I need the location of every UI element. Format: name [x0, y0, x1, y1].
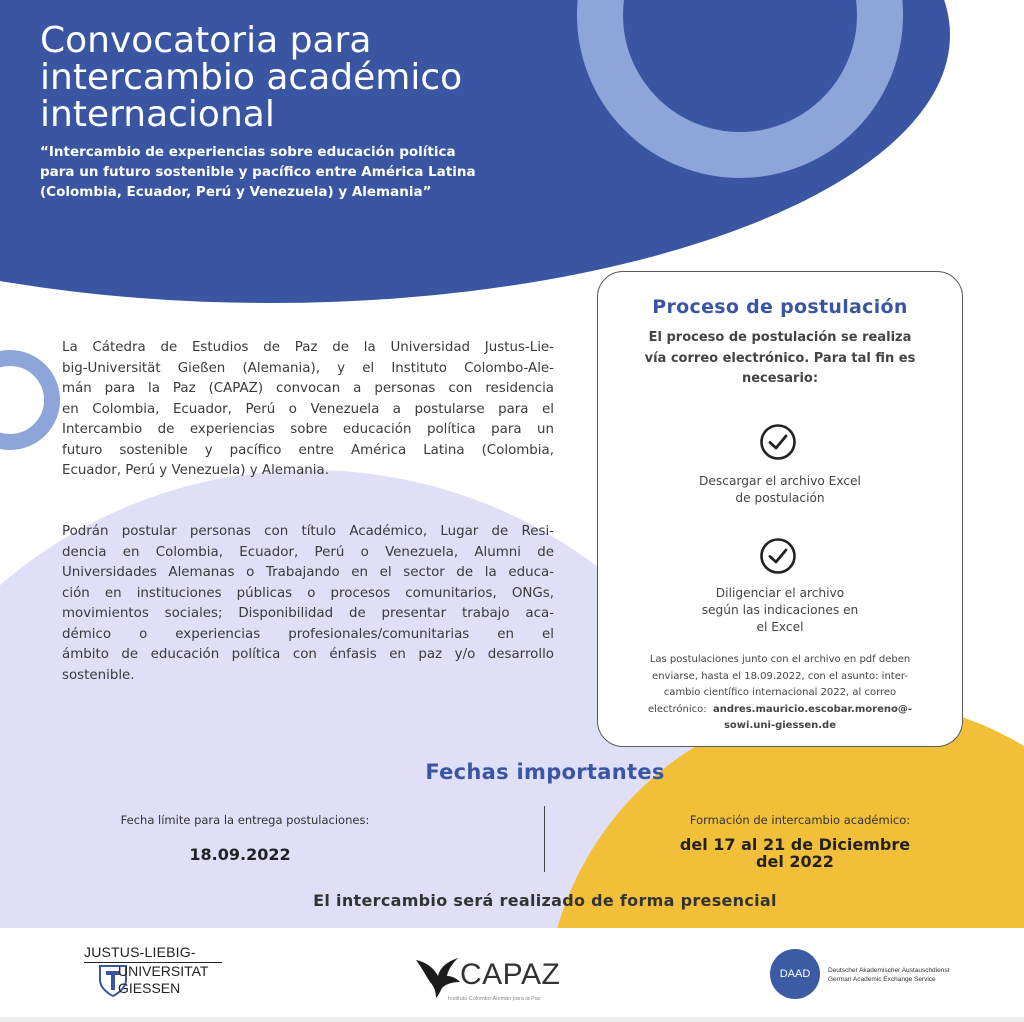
training-value: [650, 836, 940, 870]
card-intro-line: El proceso de postulación se realiza: [648, 330, 912, 345]
daad-logo: [770, 949, 990, 1005]
training-value-line: del 17 al 21 de Diciembre: [679, 835, 911, 854]
card-intro: [608, 328, 952, 390]
title-line: intercambio académico: [40, 57, 463, 98]
note-email-prefix: electrónico:: [647, 703, 707, 715]
format-statement: El intercambio será realizado de forma presencial: [313, 891, 777, 910]
jlu-logo: [80, 944, 250, 1004]
capaz-logo: [414, 952, 594, 1008]
subtitle-line: “Intercambio de experiencias sobre educación política: [40, 144, 456, 160]
paragraph-line: big-Universität Gießen (Alemania), y el Instituto Colombo-Ale-: [62, 360, 554, 376]
deadline-label: Fecha límite para la entrega postulaciones:: [120, 813, 370, 827]
paragraph-line: ámbito de educación política con énfasis en paz y/o desarrollo: [62, 647, 554, 662]
step-line: de postulación: [735, 491, 825, 505]
paragraph-line: movimientos sociales; Disponibilidad de presentar trabajo aca-: [62, 606, 554, 621]
jlu-name-line: JUSTUS-LIEBIG-: [84, 944, 196, 960]
step-line: el Excel: [756, 620, 804, 634]
capaz-subtitle: Instituto Colombo-Alemán para la Paz: [448, 996, 541, 1002]
card-intro-line: necesario:: [741, 371, 819, 386]
submission-note: [612, 652, 948, 735]
paragraph-line: Universidades Alemanas o Trabajando en el sector de la educa-: [62, 565, 554, 580]
card-title: Proceso de postulación: [652, 296, 908, 318]
note-line: Las postulaciones junto con el archivo en pdf deben: [649, 654, 911, 665]
bird-icon: [414, 952, 462, 998]
paragraph-line: en Colombia, Ecuador, Perú o Venezuela a postularse para el: [62, 401, 554, 417]
subtitle: [40, 142, 530, 202]
application-process-card: [597, 271, 963, 747]
eligibility-paragraph: [62, 522, 554, 686]
jlu-name-line: GIESSEN: [118, 980, 181, 996]
note-email-row: [612, 702, 948, 719]
daad-name-de: Deutscher Akademischer Austauschdienst: [828, 967, 950, 974]
paragraph-line: mán para la Paz (CAPAZ) convocan a personas con residencia: [62, 381, 554, 396]
email-link-continued[interactable]: sowi.uni-giessen.de: [723, 720, 837, 731]
paragraph-line: Ecuador, Perú y Venezuela) y Alemania.: [62, 463, 329, 478]
step-line: Diligenciar el archivo: [715, 586, 845, 600]
subtitle-line: (Colombia, Ecuador, Perú y Venezuela) y Alemania”: [40, 184, 432, 200]
paragraph-line: sostenible.: [62, 667, 135, 683]
note-line: enviarse, hasta el 18.09.2022, con el asunto: inter-: [652, 670, 908, 682]
title-line: internacional: [40, 94, 275, 135]
intro-paragraph: [62, 338, 554, 482]
title-line: Convocatoria para: [40, 20, 372, 61]
email-link[interactable]: andres.mauricio.escobar.moreno@-: [712, 703, 913, 715]
card-intro-line: vía correo electrónico. Para tal fin es: [644, 350, 916, 366]
note-line: cambio científico internacional 2022, al correo: [663, 687, 897, 698]
dates-divider: [544, 806, 545, 872]
paragraph-line: Podrán postular personas con título Académico, Lugar de Resi-: [62, 524, 554, 539]
paragraph-line: démico o experiencias profesionales/comunitarias en el: [62, 626, 554, 642]
daad-name-en: German Academic Exchange Service: [828, 976, 936, 983]
paragraph-line: futuro sostenible y pacífico entre América Latina (Colombia,: [62, 442, 554, 458]
training-value-line: del 2022: [756, 852, 834, 871]
paragraph-line: dencia en Colombia, Ecuador, Perú o Venezuela, Alumni de: [62, 544, 554, 560]
footer-bottom-rule: [0, 1017, 1024, 1022]
ring-left-shape: [0, 358, 52, 442]
paragraph-line: ción en instituciones públicas o procesos comunitarios, ONGs,: [62, 585, 554, 601]
deadline-value: 18.09.2022: [189, 845, 291, 864]
page-title: [40, 22, 600, 133]
jlu-name-line: UNIVERSITAT: [118, 963, 209, 979]
training-label: Formación de intercambio académico:: [689, 813, 911, 827]
step-line: Descargar el archivo Excel: [699, 474, 861, 488]
check-circle-icon: [759, 537, 797, 575]
step-line: según las indicaciones en: [701, 603, 859, 617]
step-fill-in: [618, 585, 942, 636]
capaz-name: CAPAZ: [460, 958, 561, 991]
check-circle-icon: [759, 423, 797, 461]
dates-heading: Fechas importantes: [425, 760, 665, 784]
paragraph-line: Intercambio de experiencias sobre educación política para un: [62, 422, 554, 437]
subtitle-line: para un futuro sostenible y pacífico entre América Latina: [40, 164, 476, 180]
step-download: [618, 473, 942, 507]
paragraph-line: La Cátedra de Estudios de Paz de la Universidad Justus-Lie-: [62, 340, 554, 355]
daad-abbr: DAAD: [779, 968, 811, 980]
